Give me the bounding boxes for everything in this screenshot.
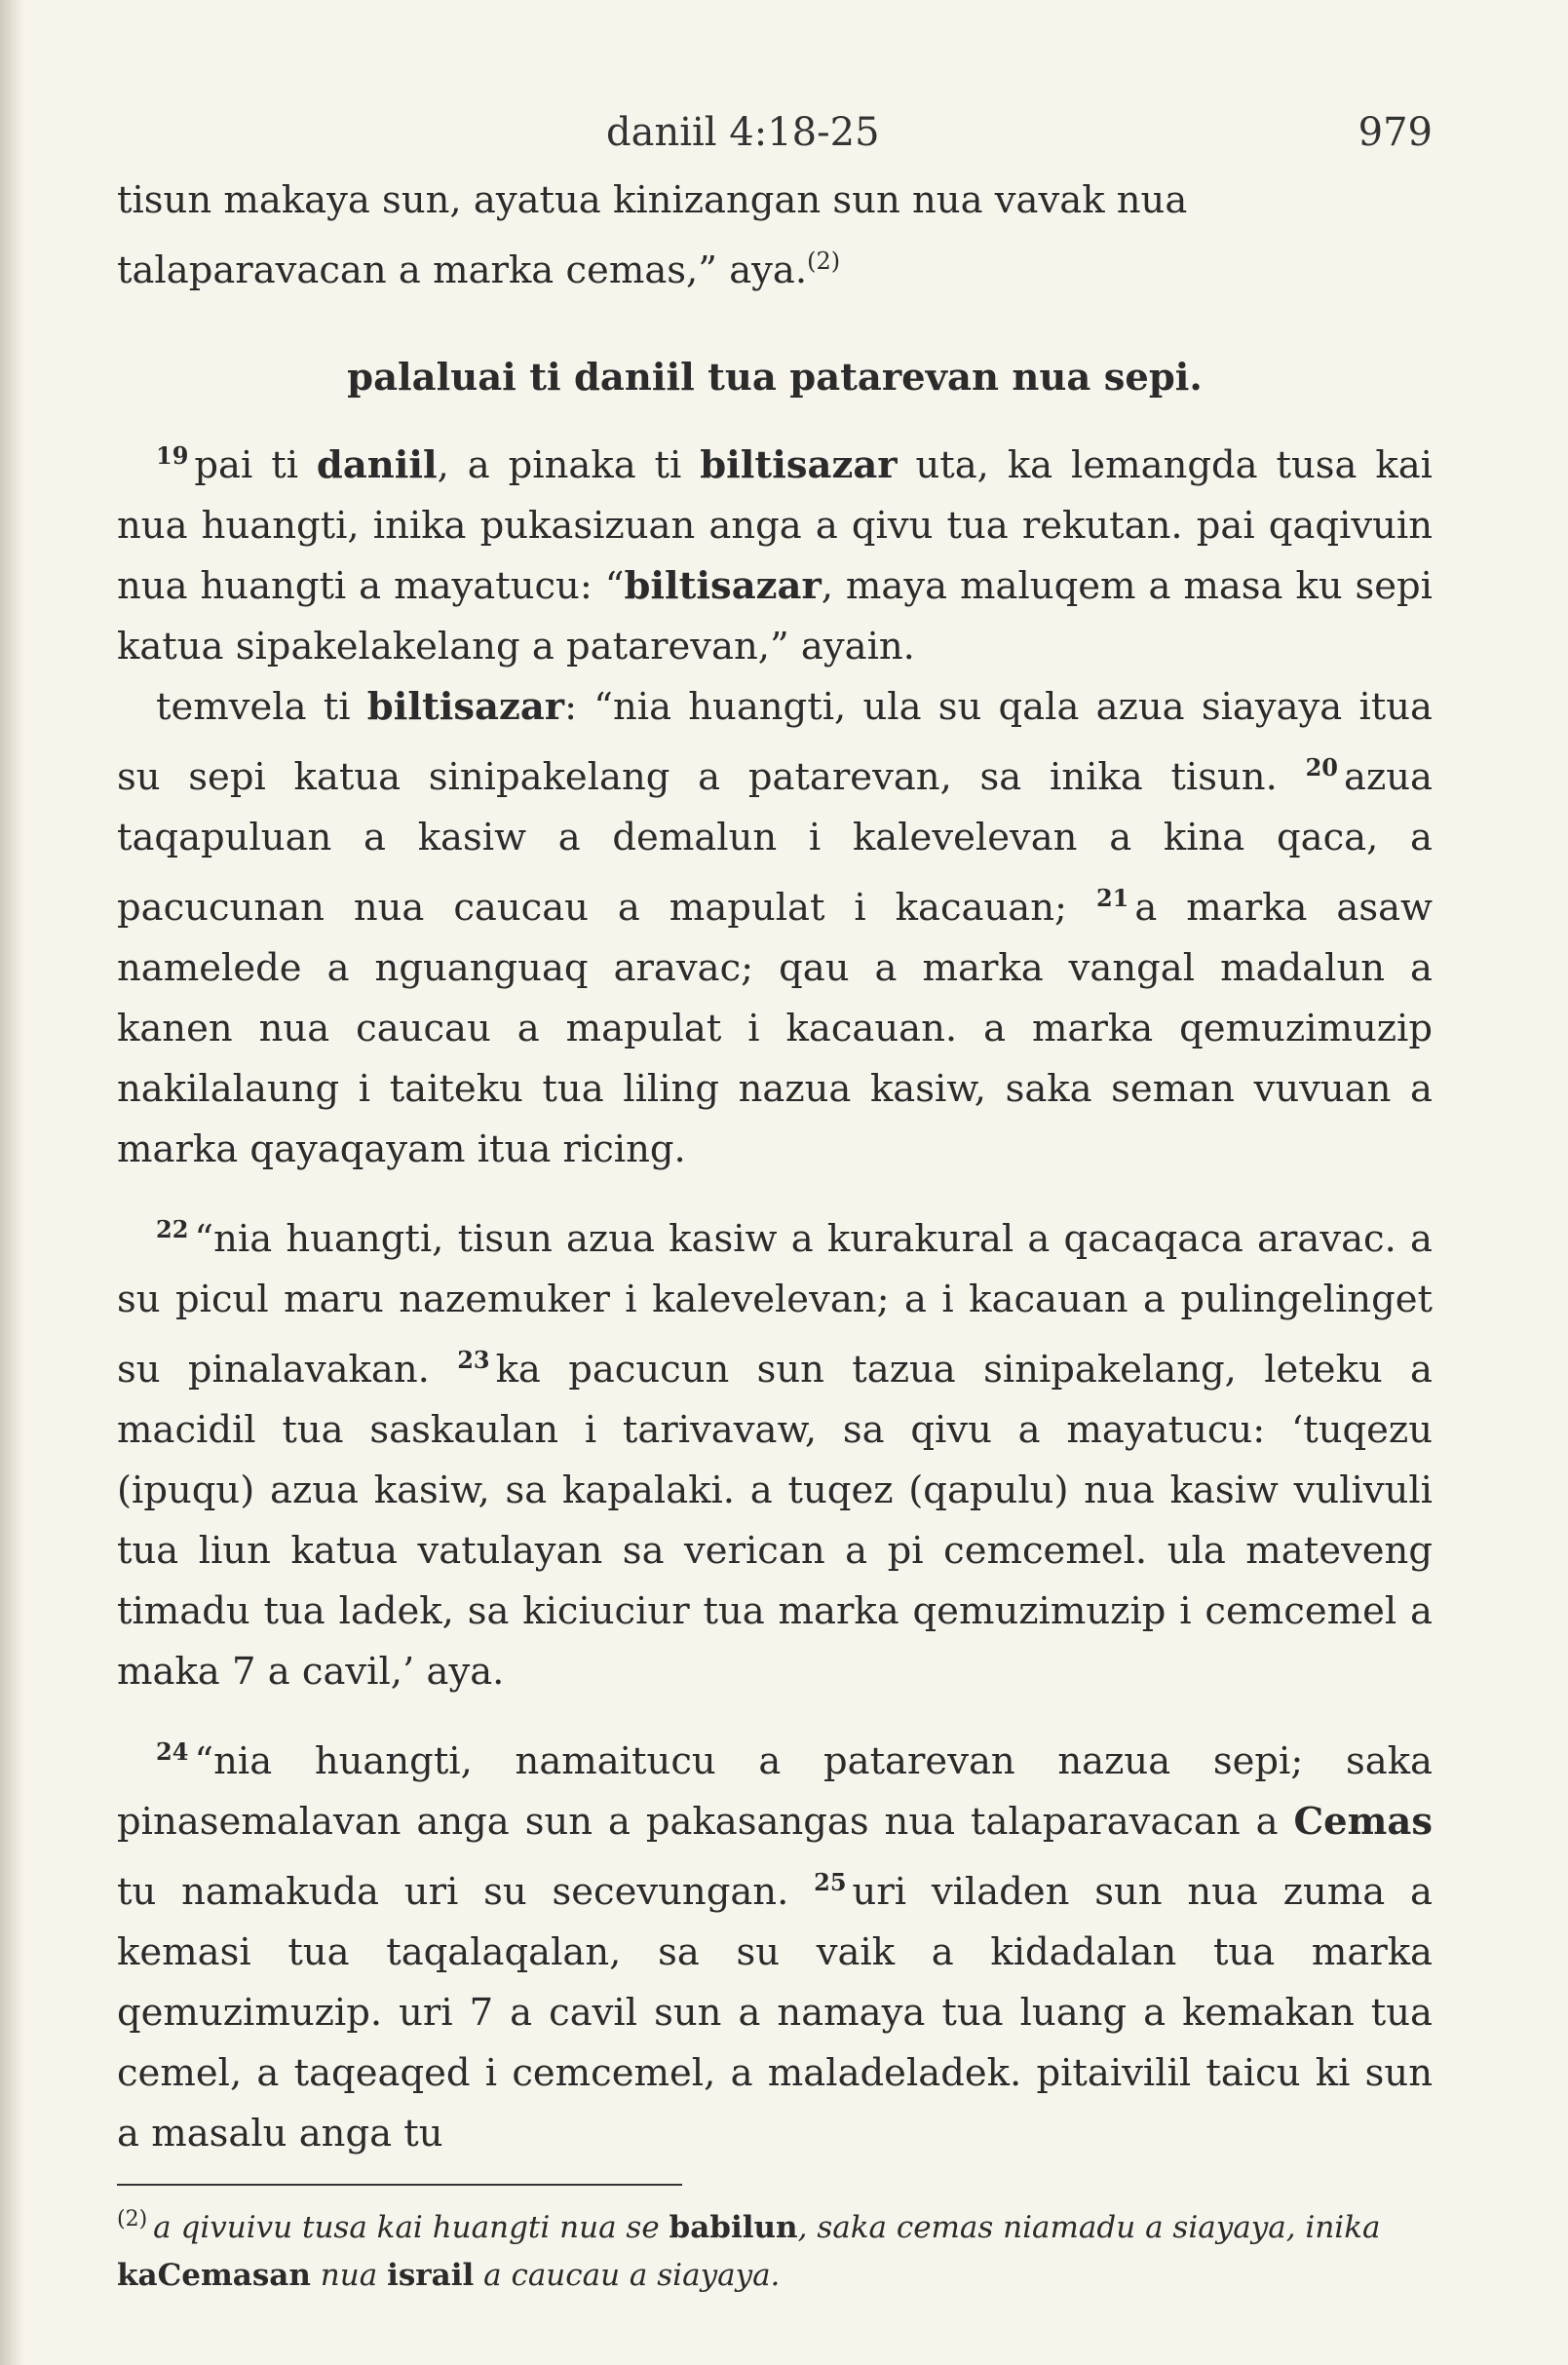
name-biltisazar: biltisazar: [700, 443, 898, 487]
verse-number: 19: [156, 441, 189, 470]
verse-text: ka pacucun sun tazua sinipakelang, leteku a macidil tua saskaulan i tarivavaw, sa qivu a mayatucu: ‘tuqezu (ipuqu) azua kasiw, sa kapalaki. a tuqez (qapulu) nua kasiw vulivuli tua liun katua vatulayan sa verican a pi cemcemel. ula mateveng timadu tua ladek, sa kiciuciur tua marka qemuzimuzip i cemcemel a maka 7 a cavil,’ aya.: [117, 1348, 1433, 1694]
verse-text: a marka asaw namelede a nguanguaq aravac; qau a marka vangal madalun a kanen nua caucau a mapulat i kacauan. a marka qemuzimuzip nakilalaung i taiteku tua liling nazua kasiw, saka seman vuvuan a marka qayaqayam itua ricing.: [117, 886, 1433, 1171]
intro-line-1: tisun makaya sun, ayatua kinizangan sun nua vavak nua: [117, 178, 1188, 222]
body-text: [117, 171, 1433, 2164]
paragraph-verse-22-23: [117, 1200, 1433, 1702]
name-daniil: daniil: [316, 443, 438, 487]
name-israil: israil: [387, 2258, 475, 2293]
footnote-divider: [117, 2184, 682, 2186]
verse-text: azua taqapuluan a kasiw a demalun i kalevelevan a kina qaca, a pacucunan nua caucau a mapulat i kacauan;: [117, 755, 1433, 930]
footnote-text: a caucau a siayaya.: [474, 2258, 781, 2293]
verse-text: pai ti: [194, 443, 317, 487]
footnote-mark: (2): [117, 2207, 148, 2231]
footnote: [117, 2195, 1433, 2300]
page-number: 979: [1358, 110, 1433, 155]
name-biltisazar: biltisazar: [366, 685, 565, 729]
intro-line-2: talaparavacan a marka cemas,” aya.: [117, 248, 808, 292]
verse-text: “nia huangti, namaitucu a patarevan nazua sepi; saka pinasemalavan anga sun a pakasangas nua talaparavacan a: [117, 1739, 1433, 1844]
verse-text: tu namakuda uri su secevungan.: [117, 1870, 815, 1914]
verse-number: 20: [1305, 753, 1338, 782]
verse-text: uri viladen sun nua zuma a kemasi tua taqalaqalan, sa su vaik a kidadalan tua marka qemuzimuzip. uri 7 a cavil sun a namaya tua luang a kemakan tua cemel, a taqeaqed i cemcemel, a maladeladek. pitaivilil taicu ki sun a masalu anga tu: [117, 1870, 1433, 2155]
running-head: [117, 102, 1433, 171]
name-babilun: babilun: [669, 2210, 798, 2245]
verse-text: : “nia huangti, ula su qala azua siayaya itua su sepi katua sinipakelang a patarevan, sa inika tisun.: [117, 685, 1434, 799]
verse-text: , maya maluqem a masa ku sepi katua sipakelakelang a patarevan,” ayain.: [117, 564, 1433, 668]
paragraph-verse-19: [117, 426, 1433, 677]
verse-number: 24: [156, 1737, 189, 1766]
section-heading: palaluai ti daniil tua patarevan nua sepi.: [347, 356, 1203, 400]
name-cemas: Cemas: [1293, 1800, 1433, 1844]
verse-number: 21: [1095, 884, 1129, 912]
book-page: [117, 102, 1433, 2300]
paragraph-verse-24-25: [117, 1722, 1433, 2164]
verse-text: uta, ka lemangda tusa kai nua huangti, inika pukasizuan anga a qivu tua rekutan. pai qaqivuin nua huangti a mayatucu: “: [117, 443, 1433, 608]
verse-number: 25: [814, 1868, 847, 1896]
verse-number: 22: [156, 1215, 189, 1243]
verse-text: , a pinaka ti: [437, 443, 701, 487]
name-biltisazar: biltisazar: [624, 564, 822, 608]
name-kacemasan: kaCemasan: [117, 2258, 311, 2293]
verse-text: temvela ti: [156, 685, 367, 729]
paragraph-verse-19b-21: [117, 677, 1433, 1180]
verse-number: 23: [457, 1346, 490, 1374]
verse-text: “nia huangti, tisun azua kasiw a kurakural a qacaqaca aravac. a su picul maru nazemuker i kalevelevan; a i kacauan a pulingelinget su pinalavakan.: [117, 1217, 1433, 1392]
footnote-text: , saka cemas niamadu a siayaya, inika: [797, 2210, 1381, 2245]
intro-paragraph: [117, 171, 1433, 301]
footnote-text: nua: [310, 2258, 388, 2293]
running-head-title: daniil 4:18-25: [606, 110, 880, 155]
footnote-reference[interactable]: (2): [807, 248, 841, 275]
footnote-text: a qivuivu tusa kai huangti nua se: [153, 2210, 669, 2245]
page-binding-edge: [0, 0, 25, 2365]
